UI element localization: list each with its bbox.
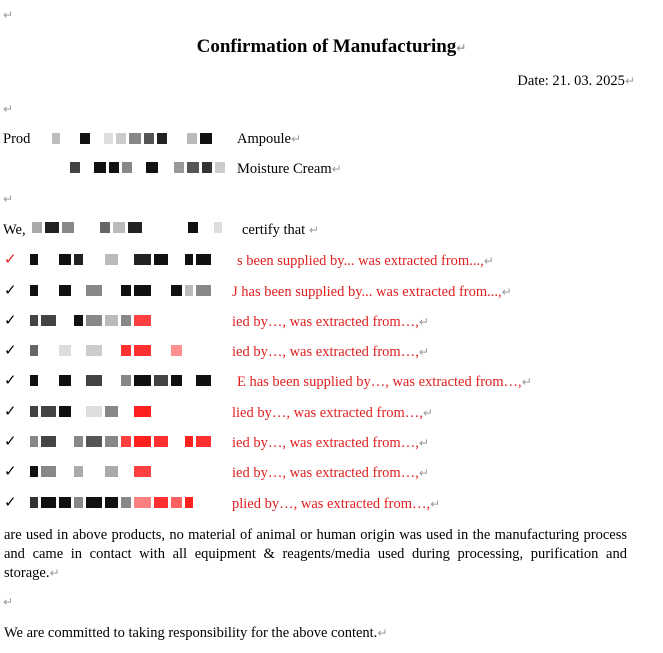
checkmark-icon: ✓ bbox=[4, 281, 17, 299]
checkmark-icon: ✓ bbox=[4, 493, 17, 511]
checkmark-icon: ✓ bbox=[4, 341, 17, 359]
checklist-item-text: ied by…, was extracted from…,↵ bbox=[232, 344, 429, 360]
checkmark-icon: ✓ bbox=[4, 311, 17, 329]
checkmark-icon: ✓ bbox=[4, 402, 17, 420]
checklist-item-text: s been supplied by... was extracted from...,↵ bbox=[237, 253, 494, 269]
checklist-item-text: ied by…, was extracted from…,↵ bbox=[232, 435, 429, 451]
redacted-block bbox=[30, 495, 230, 509]
paragraph-mark: ↵ bbox=[3, 595, 14, 609]
document-title: Confirmation of Manufacturing↵ bbox=[196, 36, 467, 57]
checklist-item-text: E has been supplied by…, was extracted from…,↵ bbox=[237, 374, 532, 390]
checklist-item-text: ied by…, was extracted from…,↵ bbox=[232, 465, 429, 481]
checklist-item-text: lied by…, was extracted from…,↵ bbox=[232, 405, 433, 421]
checklist-item-text: plied by…, was extracted from…,↵ bbox=[232, 496, 441, 512]
redacted-block bbox=[32, 220, 238, 234]
we-suffix: certify that ↵ bbox=[242, 222, 319, 238]
checkmark-icon: ✓ bbox=[4, 250, 17, 268]
we-prefix: We, bbox=[3, 222, 26, 238]
document-date: Date: 21. 03. 2025↵ bbox=[517, 73, 635, 89]
checkmark-icon: ✓ bbox=[4, 462, 17, 480]
redacted-block bbox=[30, 252, 220, 266]
redacted-block bbox=[30, 464, 225, 478]
paragraph-mark: ↵ bbox=[3, 8, 14, 22]
redacted-block bbox=[30, 343, 225, 357]
paragraph-mark: ↵ bbox=[3, 102, 14, 116]
redacted-block bbox=[30, 283, 230, 297]
redacted-block bbox=[30, 313, 225, 327]
redacted-block bbox=[52, 131, 232, 145]
closing-statement: We are committed to taking responsibility for the above content.↵ bbox=[4, 625, 388, 641]
redacted-block bbox=[70, 160, 230, 174]
checkmark-icon: ✓ bbox=[4, 371, 17, 389]
redacted-block bbox=[30, 434, 225, 448]
paragraph-mark: ↵ bbox=[3, 192, 14, 206]
checkmark-icon: ✓ bbox=[4, 432, 17, 450]
product-line-1: Ampoule↵ bbox=[237, 131, 302, 147]
checklist-item-text: J has been supplied by... was extracted from...,↵ bbox=[232, 284, 512, 300]
redacted-block bbox=[30, 404, 225, 418]
body-paragraph: are used in above products, no material of animal or human origin was used in the manufacturing process and came in contact with all equipment & reagents/media used during processing, purification and storage.↵ bbox=[4, 527, 627, 581]
redacted-block bbox=[30, 373, 230, 387]
product-line-2: Moisture Cream↵ bbox=[237, 161, 342, 177]
checklist-item-text: ied by…, was extracted from…,↵ bbox=[232, 314, 429, 330]
product-prefix: Prod bbox=[3, 131, 31, 147]
